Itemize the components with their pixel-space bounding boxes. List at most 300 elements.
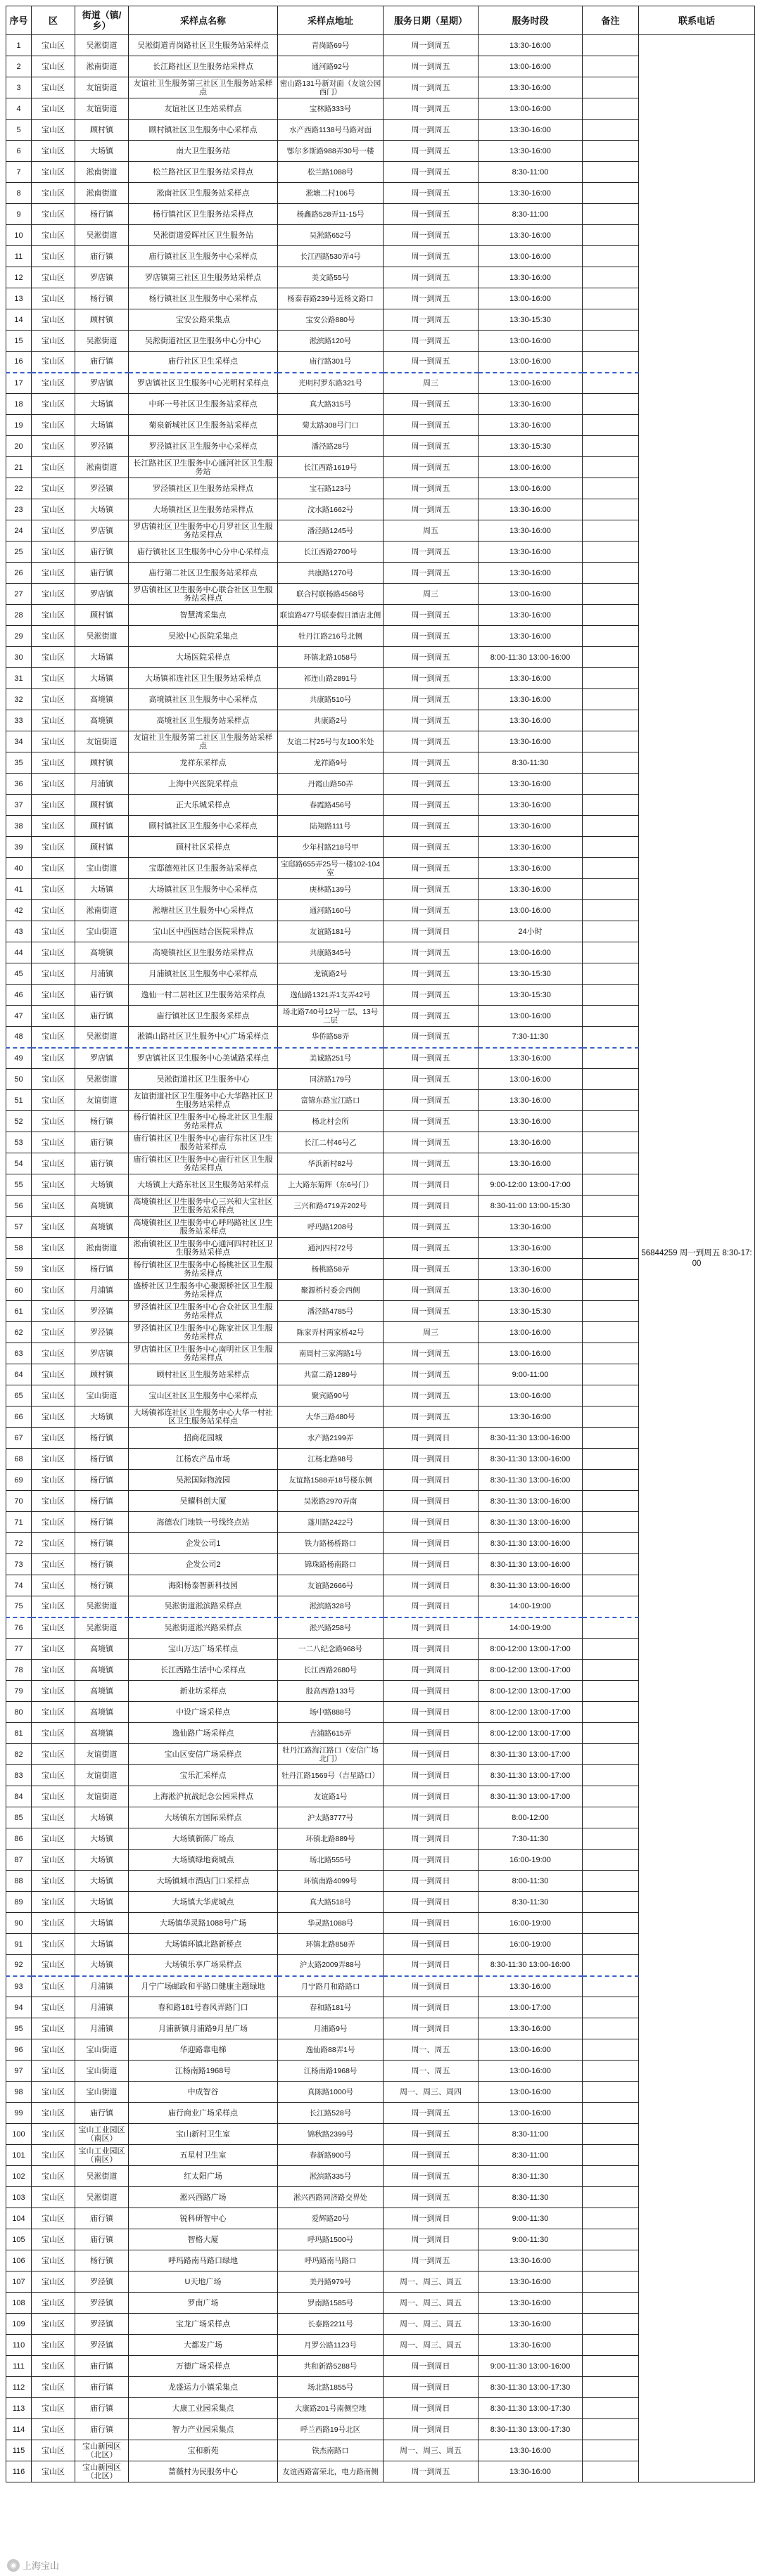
row-no: 35 — [6, 752, 32, 774]
row-no: 59 — [6, 1259, 32, 1280]
row-service-hours: 13:00-16:00 — [479, 1006, 583, 1027]
row-street: 高境镇 — [75, 689, 129, 710]
row-no: 44 — [6, 942, 32, 963]
row-service-days: 周一、周五 — [384, 2039, 479, 2061]
row-service-hours: 13:00-16:00 — [479, 942, 583, 963]
row-site-name: 吴淞中心医院采集点 — [129, 626, 278, 647]
row-site-address: 庚林路139号 — [278, 879, 384, 900]
row-service-days: 周一到周五 — [384, 1048, 479, 1069]
row-no: 96 — [6, 2039, 32, 2061]
row-service-hours: 13:30-15:30 — [479, 309, 583, 331]
row-service-days: 周一到周五 — [384, 731, 479, 752]
row-site-name: 逸仙一村二居社区卫生服务站采样点 — [129, 985, 278, 1006]
row-site-name: 友谊社区卫生站采样点 — [129, 98, 278, 120]
row-district: 宝山区 — [32, 563, 75, 584]
row-district: 宝山区 — [32, 1406, 75, 1428]
row-site-address: 共康路345号 — [278, 942, 384, 963]
row-service-hours: 13:00-16:00 — [479, 98, 583, 120]
row-no: 38 — [6, 816, 32, 837]
row-district: 宝山区 — [32, 2061, 75, 2082]
row-street: 庙行镇 — [75, 2103, 129, 2124]
row-service-days: 周一到周五 — [384, 816, 479, 837]
row-district: 宝山区 — [32, 1470, 75, 1491]
row-service-hours: 13:30-16:00 — [479, 731, 583, 752]
row-no: 75 — [6, 1596, 32, 1617]
row-remarks — [583, 204, 639, 225]
row-remarks — [583, 1048, 639, 1069]
row-district: 宝山区 — [32, 731, 75, 752]
row-site-address: 华浜新村82号 — [278, 1153, 384, 1174]
row-site-address: 少年村路218号甲 — [278, 837, 384, 858]
row-service-hours: 13:30-15:30 — [479, 963, 583, 985]
row-street: 庙行镇 — [75, 2356, 129, 2377]
row-remarks — [583, 647, 639, 668]
row-district: 宝山区 — [32, 1428, 75, 1449]
row-service-hours: 13:30-16:00 — [479, 563, 583, 584]
row-site-name: 企发公司1 — [129, 1533, 278, 1554]
row-service-hours: 8:30-11:30 13:00-17:30 — [479, 2419, 583, 2440]
row-site-address: 淞滨路328号 — [278, 1596, 384, 1617]
row-site-address: 宝安公路880号 — [278, 309, 384, 331]
row-no: 51 — [6, 1090, 32, 1111]
row-street: 杨行镇 — [75, 1259, 129, 1280]
row-street: 大场镇 — [75, 1174, 129, 1196]
row-street: 庙行镇 — [75, 2419, 129, 2440]
row-street: 大场镇 — [75, 1406, 129, 1428]
row-service-days: 周一到周日 — [384, 921, 479, 942]
row-no: 42 — [6, 900, 32, 921]
row-site-address: 华侨路58弄 — [278, 1027, 384, 1048]
row-site-address: 杨鑫路528弄11-15号 — [278, 204, 384, 225]
row-street: 大场镇 — [75, 1828, 129, 1850]
row-site-address: 通河路160号 — [278, 900, 384, 921]
row-street: 庙行镇 — [75, 542, 129, 563]
row-no: 10 — [6, 225, 32, 246]
row-no: 22 — [6, 478, 32, 499]
row-remarks — [583, 436, 639, 457]
row-district: 宝山区 — [32, 1617, 75, 1639]
row-service-days: 周一到周五 — [384, 1364, 479, 1385]
row-service-days: 周一到周日 — [384, 2419, 479, 2440]
row-remarks — [583, 1554, 639, 1575]
row-site-name: 吴淞街道青岗路社区卫生服务站采样点 — [129, 35, 278, 56]
row-remarks — [583, 1955, 639, 1976]
row-site-name: 杨行镇社区卫生服务中心杨北社区卫生服务站采样点 — [129, 1111, 278, 1132]
row-site-name: 大场镇绿地商城点 — [129, 1850, 278, 1871]
row-service-hours: 8:30-11:30 — [479, 752, 583, 774]
row-site-address: 场中路888号 — [278, 1702, 384, 1723]
row-remarks — [583, 2440, 639, 2461]
row-no: 94 — [6, 1997, 32, 2018]
row-service-hours: 13:30-16:00 — [479, 668, 583, 689]
row-site-name: 智力产业园采集点 — [129, 2419, 278, 2440]
row-site-name: 庙行镇社区卫生服务中心采样点 — [129, 246, 278, 267]
row-district: 宝山区 — [32, 2440, 75, 2461]
row-street: 大场镇 — [75, 394, 129, 415]
row-service-days: 周一、周三、周五 — [384, 2314, 479, 2335]
row-remarks — [583, 1512, 639, 1533]
row-remarks — [583, 246, 639, 267]
row-district: 宝山区 — [32, 1976, 75, 1997]
row-district: 宝山区 — [32, 542, 75, 563]
row-district: 宝山区 — [32, 309, 75, 331]
row-street: 大场镇 — [75, 647, 129, 668]
row-remarks — [583, 415, 639, 436]
row-service-hours: 14:00-19:00 — [479, 1617, 583, 1639]
row-service-hours: 13:30-16:00 — [479, 499, 583, 520]
row-service-days: 周一到周日 — [384, 1470, 479, 1491]
row-remarks — [583, 98, 639, 120]
row-service-days: 周一到周日 — [384, 1723, 479, 1744]
row-street: 宝山新园区（北区） — [75, 2461, 129, 2482]
row-street: 庙行镇 — [75, 985, 129, 1006]
row-service-hours: 8:30-11:30 13:00-17:30 — [479, 2398, 583, 2419]
row-service-hours: 8:00-12:00 13:00-17:00 — [479, 1681, 583, 1702]
row-district: 宝山区 — [32, 879, 75, 900]
row-service-days: 周一到周日 — [384, 1934, 479, 1955]
row-remarks — [583, 394, 639, 415]
row-service-days: 周一到周五 — [384, 436, 479, 457]
row-service-hours: 13:30-16:00 — [479, 2250, 583, 2271]
row-no: 87 — [6, 1850, 32, 1871]
row-street: 月浦镇 — [75, 2018, 129, 2039]
row-site-address: 铁杰南路口 — [278, 2440, 384, 2461]
row-remarks — [583, 373, 639, 394]
row-service-days: 周一到周日 — [384, 1174, 479, 1196]
row-remarks — [583, 626, 639, 647]
row-service-days: 周一到周五 — [384, 394, 479, 415]
row-service-hours: 16:00-19:00 — [479, 1913, 583, 1934]
row-district: 宝山区 — [32, 1343, 75, 1364]
row-site-name: 罗店镇社区卫生服务中心光明村采样点 — [129, 373, 278, 394]
row-no: 47 — [6, 1006, 32, 1027]
row-street: 杨行镇 — [75, 1491, 129, 1512]
row-no: 14 — [6, 309, 32, 331]
row-site-name: 友谊街道社区卫生服务中心大华路社区卫生服务站采样点 — [129, 1090, 278, 1111]
row-service-days: 周一到周日 — [384, 1850, 479, 1871]
row-site-name: 顾村镇社区卫生服务中心采样点 — [129, 816, 278, 837]
row-service-days: 周一到周日 — [384, 1765, 479, 1786]
row-site-name: 宝龙广场采样点 — [129, 2314, 278, 2335]
row-service-hours: 7:30-11:30 — [479, 1027, 583, 1048]
row-service-days: 周一到周五 — [384, 1132, 479, 1153]
row-site-name: 罗店镇第三社区卫生服务站采样点 — [129, 267, 278, 288]
row-service-hours: 8:30-11:30 13:00-17:00 — [479, 1765, 583, 1786]
row-street: 宝山工业园区（南区） — [75, 2124, 129, 2145]
row-site-address: 锦秋路2399号 — [278, 2124, 384, 2145]
row-street: 大场镇 — [75, 141, 129, 162]
row-site-address: 长江西路1619号 — [278, 457, 384, 478]
row-service-hours: 8:00-12:00 13:00-17:00 — [479, 1639, 583, 1660]
row-no: 13 — [6, 288, 32, 309]
row-service-days: 周一到周五 — [384, 246, 479, 267]
row-service-days: 周一、周三、周五 — [384, 2271, 479, 2293]
row-remarks — [583, 1765, 639, 1786]
row-site-name: 罗店镇社区卫生服务中心南明社区卫生服务站采样点 — [129, 1343, 278, 1364]
row-site-name: 淞兴西路广场 — [129, 2187, 278, 2208]
row-site-name: 江杨南路1968号 — [129, 2061, 278, 2082]
row-no: 54 — [6, 1153, 32, 1174]
row-street: 杨行镇 — [75, 1470, 129, 1491]
row-street: 宝山街道 — [75, 1385, 129, 1406]
row-site-name: 大场镇新陈广场点 — [129, 1828, 278, 1850]
row-no: 105 — [6, 2229, 32, 2250]
row-service-hours: 8:30-11:30 13:00-16:00 — [479, 1554, 583, 1575]
row-site-name: 五星村卫生室 — [129, 2145, 278, 2166]
row-site-address: 一二八纪念路968号 — [278, 1639, 384, 1660]
row-street: 顾村镇 — [75, 1364, 129, 1385]
row-service-hours: 13:00-17:00 — [479, 1997, 583, 2018]
row-street: 杨行镇 — [75, 204, 129, 225]
row-site-name: 逸仙路广场采样点 — [129, 1723, 278, 1744]
row-remarks — [583, 1660, 639, 1681]
row-district: 宝山区 — [32, 1554, 75, 1575]
row-no: 9 — [6, 204, 32, 225]
row-district: 宝山区 — [32, 120, 75, 141]
row-site-address: 环镇南路4099号 — [278, 1871, 384, 1892]
row-service-days: 周一到周日 — [384, 1491, 479, 1512]
row-no: 26 — [6, 563, 32, 584]
row-street: 罗店镇 — [75, 1343, 129, 1364]
row-district: 宝山区 — [32, 647, 75, 668]
row-no: 110 — [6, 2335, 32, 2356]
row-district: 宝山区 — [32, 1786, 75, 1807]
row-no: 114 — [6, 2419, 32, 2440]
row-site-address: 鄂尔多斯路988弄30号一楼 — [278, 141, 384, 162]
row-district: 宝山区 — [32, 1744, 75, 1765]
row-site-name: 锐科研智中心 — [129, 2208, 278, 2229]
row-no: 72 — [6, 1533, 32, 1554]
row-remarks — [583, 1934, 639, 1955]
row-service-days: 周一到周日 — [384, 1660, 479, 1681]
row-site-name: 企发公司2 — [129, 1554, 278, 1575]
row-no: 8 — [6, 183, 32, 204]
row-site-name: 庙行镇社区卫生服务中心庙行东社区卫生服务站采样点 — [129, 1132, 278, 1153]
row-site-address: 松兰路1088号 — [278, 162, 384, 183]
row-street: 杨行镇 — [75, 1428, 129, 1449]
row-street: 大场镇 — [75, 668, 129, 689]
row-street: 吴淞街道 — [75, 225, 129, 246]
row-district: 宝山区 — [32, 1322, 75, 1343]
row-service-days: 周一到周日 — [384, 1807, 479, 1828]
row-service-hours: 13:30-16:00 — [479, 626, 583, 647]
row-service-days: 周一到周五 — [384, 626, 479, 647]
row-site-name: 杨行镇社区卫生服务中心杨桃社区卫生服务站采样点 — [129, 1259, 278, 1280]
row-street: 顾村镇 — [75, 605, 129, 626]
row-street: 罗泾镇 — [75, 478, 129, 499]
row-remarks — [583, 2250, 639, 2271]
row-no: 30 — [6, 647, 32, 668]
row-site-address: 上大路东菊辉（东6号门） — [278, 1174, 384, 1196]
row-site-address: 宝石路123号 — [278, 478, 384, 499]
row-service-days: 周一到周五 — [384, 120, 479, 141]
row-service-days: 周一到周五 — [384, 752, 479, 774]
row-service-days: 周一到周日 — [384, 1976, 479, 1997]
row-service-hours: 8:30-11:00 — [479, 2124, 583, 2145]
row-site-name: 罗店镇社区卫生服务中心月罗社区卫生服务站采样点 — [129, 520, 278, 542]
row-service-days: 周一到周日 — [384, 1639, 479, 1660]
row-street: 顾村镇 — [75, 309, 129, 331]
row-remarks — [583, 2124, 639, 2145]
row-site-name: 南大卫生服务站 — [129, 141, 278, 162]
row-district: 宝山区 — [32, 1280, 75, 1301]
row-remarks — [583, 2461, 639, 2482]
row-site-name: 新业坊采样点 — [129, 1681, 278, 1702]
row-site-address: 长江西路2700号 — [278, 542, 384, 563]
row-district: 宝山区 — [32, 1892, 75, 1913]
row-service-hours: 8:30-11:30 13:00-16:00 — [479, 1470, 583, 1491]
row-remarks — [583, 120, 639, 141]
row-service-days: 周一到周日 — [384, 1913, 479, 1934]
row-district: 宝山区 — [32, 752, 75, 774]
table-body — [6, 35, 755, 2482]
row-service-days: 周一到周五 — [384, 1006, 479, 1027]
row-service-days: 周一到周五 — [384, 837, 479, 858]
row-site-name: 吴淞街道淞兴路采样点 — [129, 1617, 278, 1639]
row-remarks — [583, 774, 639, 795]
row-service-hours: 13:00-16:00 — [479, 2061, 583, 2082]
row-service-days: 周一到周五 — [384, 1069, 479, 1090]
row-site-address: 共康路510号 — [278, 689, 384, 710]
row-site-address: 共康路2号 — [278, 710, 384, 731]
row-site-name: 月浦新镇月浦路9月星广场 — [129, 2018, 278, 2039]
row-district: 宝山区 — [32, 1069, 75, 1090]
row-site-address: 潘泾路28号 — [278, 436, 384, 457]
row-district: 宝山区 — [32, 2166, 75, 2187]
row-no: 7 — [6, 162, 32, 183]
row-service-hours: 16:00-19:00 — [479, 1934, 583, 1955]
row-remarks — [583, 2145, 639, 2166]
row-no: 27 — [6, 584, 32, 605]
row-service-hours: 13:30-16:00 — [479, 1153, 583, 1174]
row-service-hours: 13:00-16:00 — [479, 1069, 583, 1090]
row-street: 庙行镇 — [75, 246, 129, 267]
row-site-address: 沪太路3777号 — [278, 1807, 384, 1828]
row-service-hours: 13:30-16:00 — [479, 2440, 583, 2461]
row-site-address: 美丹路979号 — [278, 2271, 384, 2293]
row-service-days: 周一到周日 — [384, 2208, 479, 2229]
row-street: 顾村镇 — [75, 120, 129, 141]
row-street: 顾村镇 — [75, 795, 129, 816]
row-site-address: 龙祥路9号 — [278, 752, 384, 774]
row-district: 宝山区 — [32, 1238, 75, 1259]
row-district: 宝山区 — [32, 2419, 75, 2440]
row-service-days: 周一到周五 — [384, 309, 479, 331]
row-district: 宝山区 — [32, 1153, 75, 1174]
row-site-address: 陈家弄村两家桥42号 — [278, 1322, 384, 1343]
row-street: 宝山街道 — [75, 2061, 129, 2082]
row-no: 69 — [6, 1470, 32, 1491]
row-street: 吴淞街道 — [75, 35, 129, 56]
row-street: 吴淞街道 — [75, 626, 129, 647]
row-service-days: 周一到周五 — [384, 858, 479, 879]
row-site-address: 环镇北路858弄 — [278, 1934, 384, 1955]
row-remarks — [583, 35, 639, 56]
row-remarks — [583, 2271, 639, 2293]
row-site-address: 青岗路69号 — [278, 35, 384, 56]
row-street: 高境镇 — [75, 1217, 129, 1238]
row-service-hours: 13:30-16:00 — [479, 35, 583, 56]
row-street: 友谊街道 — [75, 731, 129, 752]
row-street: 宝山工业园区（南区） — [75, 2145, 129, 2166]
row-service-days: 周一到周日 — [384, 1617, 479, 1639]
row-street: 友谊街道 — [75, 1090, 129, 1111]
row-district: 宝山区 — [32, 1259, 75, 1280]
table-row — [6, 35, 755, 56]
row-street: 庙行镇 — [75, 2208, 129, 2229]
row-no: 102 — [6, 2166, 32, 2187]
row-site-name: 中环一号社区卫生服务站采样点 — [129, 394, 278, 415]
row-service-hours: 13:00-16:00 — [479, 900, 583, 921]
row-street: 杨行镇 — [75, 1533, 129, 1554]
row-street: 罗泾镇 — [75, 2314, 129, 2335]
row-remarks — [583, 1090, 639, 1111]
row-service-hours: 13:30-16:00 — [479, 520, 583, 542]
row-site-address: 月宁路月和路路口 — [278, 1976, 384, 1997]
row-site-name: 庙行社区卫生采样点 — [129, 352, 278, 373]
row-street: 吴淞街道 — [75, 331, 129, 352]
row-remarks — [583, 331, 639, 352]
row-service-days: 周一到周日 — [384, 2018, 479, 2039]
row-no: 19 — [6, 415, 32, 436]
row-service-hours: 13:30-16:00 — [479, 1090, 583, 1111]
row-street: 庙行镇 — [75, 352, 129, 373]
row-site-address: 共富二路1289号 — [278, 1364, 384, 1385]
row-street: 吴淞街道 — [75, 1069, 129, 1090]
row-district: 宝山区 — [32, 1132, 75, 1153]
row-service-days: 周一到周五 — [384, 879, 479, 900]
row-remarks — [583, 56, 639, 77]
row-service-hours: 13:30-16:00 — [479, 605, 583, 626]
row-street: 罗泾镇 — [75, 2335, 129, 2356]
row-site-address: 淞滨路120号 — [278, 331, 384, 352]
row-no: 32 — [6, 689, 32, 710]
row-street: 庙行镇 — [75, 1132, 129, 1153]
row-site-name: 大都发广场 — [129, 2335, 278, 2356]
row-site-address: 呼兰西路19号北区 — [278, 2419, 384, 2440]
row-street: 罗店镇 — [75, 267, 129, 288]
row-remarks — [583, 2377, 639, 2398]
row-site-address: 友谊路1588弄18号楼东侧 — [278, 1470, 384, 1491]
row-remarks — [583, 2335, 639, 2356]
row-service-hours: 13:30-16:00 — [479, 394, 583, 415]
row-site-address: 杨泰春路239号近杨文路口 — [278, 288, 384, 309]
row-service-hours: 8:30-11:30 — [479, 1892, 583, 1913]
row-no: 85 — [6, 1807, 32, 1828]
row-district: 宝山区 — [32, 626, 75, 647]
logo-icon: ◉ — [7, 2559, 20, 2572]
row-site-name: 友谊社卫生服务第二社区卫生服务站采样点 — [129, 731, 278, 752]
row-service-hours: 13:30-15:30 — [479, 436, 583, 457]
row-street: 宝山街道 — [75, 921, 129, 942]
row-no: 3 — [6, 77, 32, 98]
row-service-hours: 8:30-11:30 — [479, 2187, 583, 2208]
row-district: 宝山区 — [32, 795, 75, 816]
header-site-address: 采样点地址 — [278, 6, 384, 35]
row-site-name: 松兰路社区卫生服务站采样点 — [129, 162, 278, 183]
row-service-hours: 8:00-11:30 13:00-16:00 — [479, 647, 583, 668]
row-site-address: 吉浦路615弄 — [278, 1723, 384, 1744]
row-service-days: 周五 — [384, 520, 479, 542]
row-no: 48 — [6, 1027, 32, 1048]
row-site-name: 万德广场采样点 — [129, 2356, 278, 2377]
row-service-hours: 9:00-11:30 — [479, 2208, 583, 2229]
row-site-name: 罗泾镇社区卫生服务站采样点 — [129, 478, 278, 499]
row-remarks — [583, 1892, 639, 1913]
row-site-address: 通河路92号 — [278, 56, 384, 77]
row-no: 100 — [6, 2124, 32, 2145]
row-site-name: 庙行镇社区卫生服务中心分中心采样点 — [129, 542, 278, 563]
